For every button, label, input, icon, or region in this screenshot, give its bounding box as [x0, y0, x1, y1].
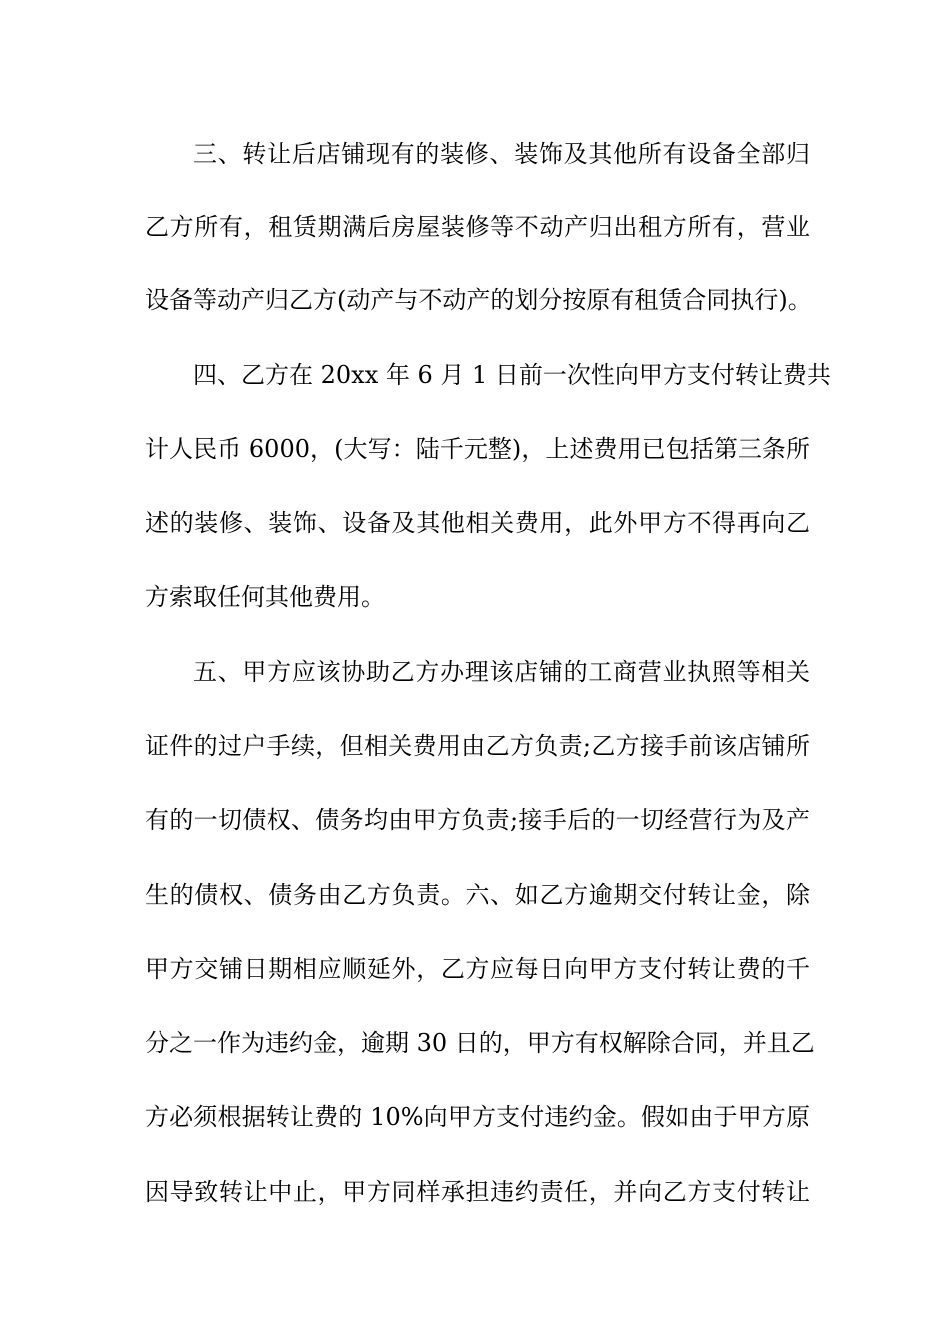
paragraph-5-line-2: 证件的过户手续，但相关费用由乙方负责;乙方接手前该店铺所 — [145, 732, 810, 760]
paragraph-5-line-7: 方必须根据转让费的 10%向甲方支付违约金。假如由于甲方原 — [145, 1103, 810, 1131]
paragraph-3-line-1: 三、转让后店铺现有的装修、装饰及其他所有设备全部归 — [193, 140, 810, 168]
paragraph-4-line-3: 述的装修、装饰、设备及其他相关费用，此外甲方不得再向乙 — [145, 509, 810, 537]
paragraph-3-line-3: 设备等动产归乙方(动产与不动产的划分按原有租赁合同执行)。 — [145, 286, 812, 314]
paragraph-5-line-8: 因导致转让中止，甲方同样承担违约责任，并向乙方支付转让 — [145, 1178, 810, 1206]
paragraph-4-line-2: 计人民币 6000，(大写：陆千元整)，上述费用已包括第三条所 — [145, 435, 810, 463]
paragraph-5-line-3: 有的一切债权、债务均由甲方负责;接手后的一切经营行为及产 — [145, 806, 810, 834]
paragraph-5-line-6: 分之一作为违约金，逾期 30 日的，甲方有权解除合同，并且乙 — [145, 1029, 815, 1057]
paragraph-4-line-4: 方索取任何其他费用。 — [145, 583, 385, 611]
paragraph-5-line-5: 甲方交铺日期相应顺延外，乙方应每日向甲方支付转让费的千 — [145, 955, 810, 983]
paragraph-5-line-4: 生的债权、债务由乙方负责。六、如乙方逾期交付转让金，除 — [145, 881, 810, 909]
paragraph-4-line-1: 四、乙方在 20xx 年 6 月 1 日前一次性向甲方支付转让费共 — [193, 361, 831, 389]
paragraph-5-line-1: 五、甲方应该协助乙方办理该店铺的工商营业执照等相关 — [193, 658, 810, 686]
paragraph-3-line-2: 乙方所有，租赁期满后房屋装修等不动产归出租方所有，营业 — [145, 213, 810, 241]
